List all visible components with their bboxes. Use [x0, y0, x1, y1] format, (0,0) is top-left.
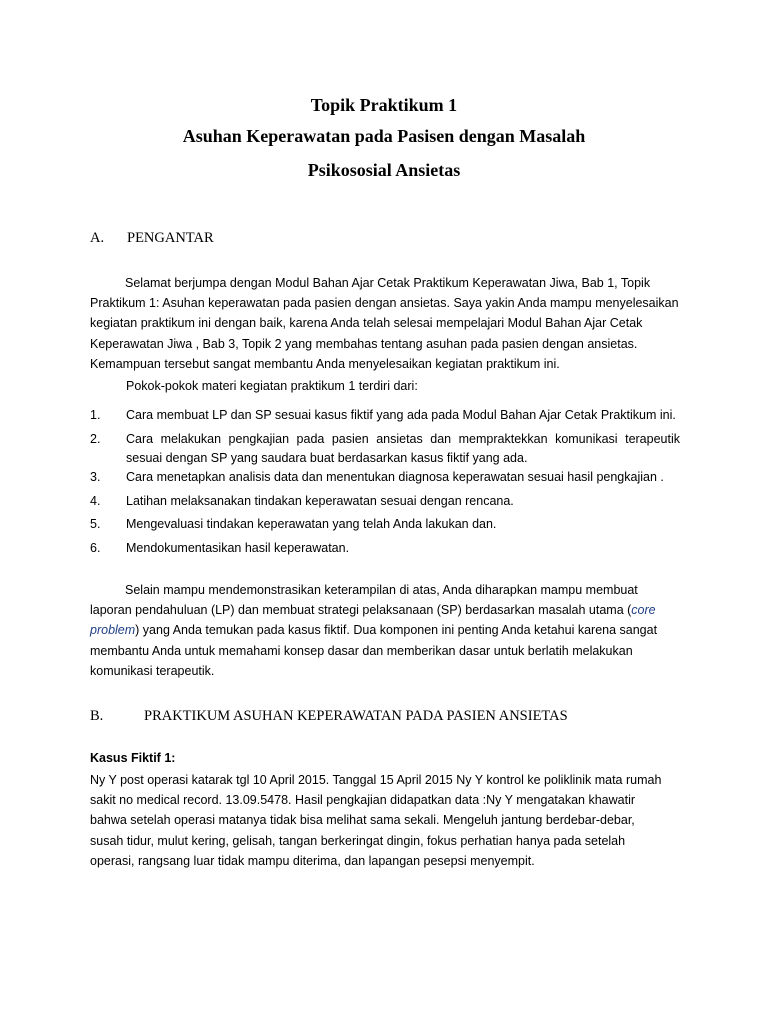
closing-text: ) yang Anda temukan pada kasus fiktif. Dua komponen ini penting Anda ketahui karena sangat: [135, 623, 658, 638]
case-title: Kasus Fiktif 1:: [90, 751, 176, 765]
section-a-number: A.: [90, 230, 105, 246]
title-line-2: Asuhan Keperawatan pada Pasisen dengan Masalah: [182, 126, 586, 146]
closing-line: Selain mampu mendemonstrasikan keterampilan di atas, Anda diharapkan mampu membuat: [125, 583, 638, 597]
list-text: Cara membuat LP dan SP sesuai kasus fiktif yang ada pada Modul Bahan Ajar Cetak Praktikum ini.: [126, 408, 676, 422]
list-text: Latihan melaksanakan tindakan keperawatan sesuai dengan rencana.: [126, 494, 514, 508]
closing-line: [90, 620, 680, 640]
section-b-title: PRAKTIKUM ASUHAN KEPERAWATAN PADA PASIEN ANSIETAS: [144, 708, 568, 724]
list-text: Mengevaluasi tindakan keperawatan yang telah Anda lakukan dan.: [126, 517, 497, 531]
list-intro: Pokok-pokok materi kegiatan praktikum 1 terdiri dari:: [126, 379, 418, 393]
closing-line: komunikasi terapeutik.: [90, 663, 215, 678]
intro-line: Keperawatan Jiwa , Bab 3, Topik 2 yang membahas tentang asuhan pada pasien dengan ansietas.: [90, 336, 638, 351]
case-line: operasi, rangsang luar tidak mampu diterima, dan lapangan pesepsi menyempit.: [90, 853, 535, 868]
closing-paragraph: [90, 580, 680, 681]
title-line-1: Topik Praktikum 1: [310, 95, 458, 115]
list-text: Cara melakukan pengkajian pada pasien ansietas dan mempraktekkan komunikasi terapeutik sesuai dengan SP yang saudara buat berdasarkan kasus fiktif yang ada.: [126, 432, 680, 465]
case-paragraph: [90, 770, 680, 871]
list-number: 4.: [90, 494, 101, 508]
case-line: susah tidur, mulut kering, gelisah, tangan berkeringat dingin, fokus perhatian hanya pada setelah: [90, 833, 626, 848]
intro-line: kegiatan praktikum ini dengan baik, karena Anda telah selesai mempelajari Modul Bahan Ajar Cetak: [90, 316, 643, 331]
intro-line: Selamat berjumpa dengan Modul Bahan Ajar Cetak Praktikum Keperawatan Jiwa, Bab 1, Topik: [125, 276, 651, 290]
closing-text: laporan pendahuluan (LP) dan membuat strategi pelaksanaan (SP) berdasarkan masalah utama (: [90, 603, 632, 618]
section-a-title: PENGANTAR: [127, 230, 214, 246]
section-b-number: B.: [90, 708, 104, 724]
closing-line: [90, 600, 680, 620]
list-number: 2.: [90, 432, 101, 446]
section-a-heading: [90, 230, 214, 247]
list-number: 1.: [90, 408, 101, 422]
case-line: sakit no medical record. 13.09.5478. Hasil pengkajian didapatkan data :Ny Y mengatakan khawatir: [90, 793, 636, 808]
list-number: 5.: [90, 517, 101, 531]
closing-line: membantu Anda untuk memahami konsep dasar dan memberikan dasar untuk berlatih melakukan: [90, 643, 633, 658]
intro-line: Kemampuan tersebut sangat membantu Anda menyelesaikan kegiatan praktikum ini.: [90, 356, 560, 371]
section-b-heading: [90, 708, 568, 725]
list-text: Cara menetapkan analisis data dan menentukan diagnosa keperawatan sesuai hasil pengkajian .: [126, 470, 664, 484]
intro-paragraph: [90, 273, 680, 374]
intro-line: Praktikum 1: Asuhan keperawatan pada pasien dengan ansietas. Saya yakin Anda mampu menyelesaikan: [90, 296, 679, 311]
case-line: bahwa setelah operasi matanya tidak bisa melihat sama sekali. Mengeluh jantung berdebar-debar,: [90, 813, 635, 828]
list-number: 6.: [90, 541, 101, 555]
list-text: Mendokumentasikan hasil keperawatan.: [126, 541, 350, 555]
title-line-3: Psikososial Ansietas: [307, 160, 461, 180]
case-line: Ny Y post operasi katarak tgl 10 April 2015. Tanggal 15 April 2015 Ny Y kontrol ke poliklinik mata rumah: [90, 773, 662, 787]
core-problem-term: core: [631, 603, 656, 618]
core-problem-term: problem: [90, 623, 136, 638]
list-number: 3.: [90, 470, 101, 484]
